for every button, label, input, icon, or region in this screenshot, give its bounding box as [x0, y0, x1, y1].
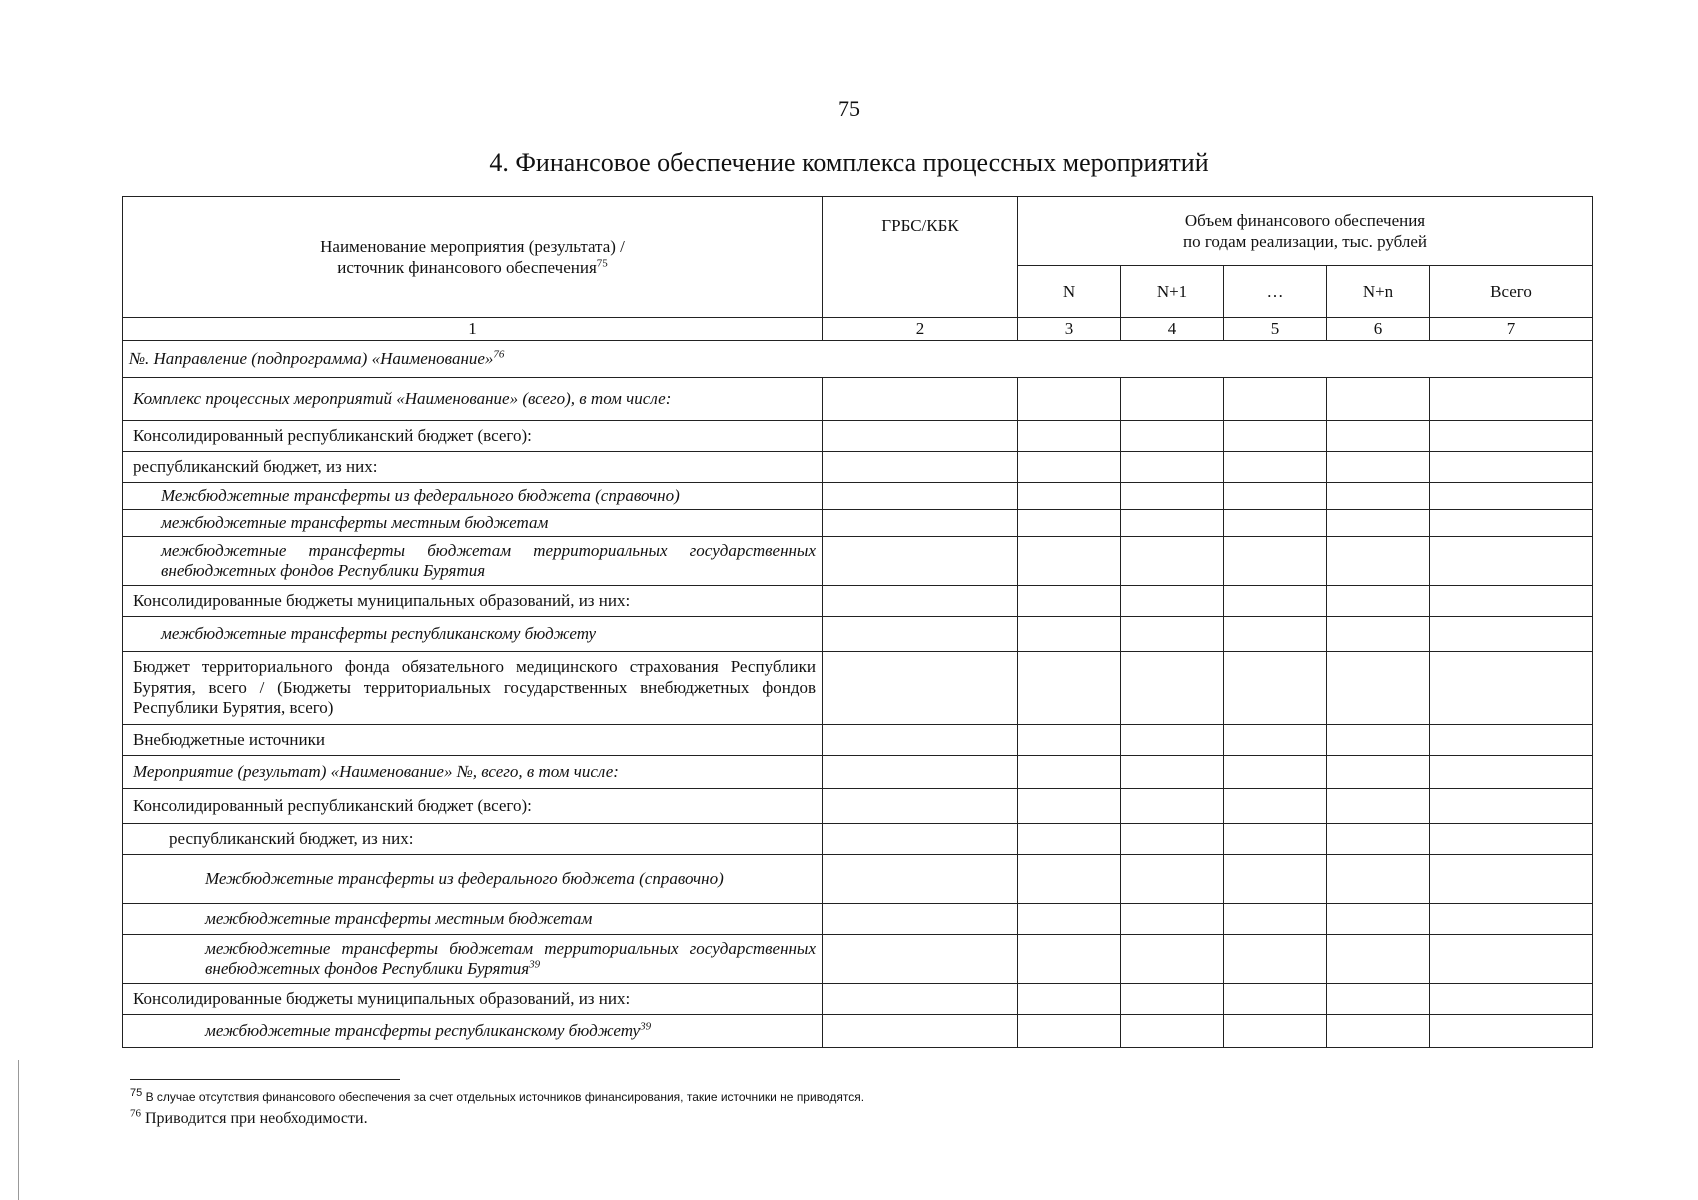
value-cell [1430, 378, 1593, 421]
value-cell [1018, 1015, 1121, 1048]
value-cell [1121, 617, 1224, 652]
value-cell [1121, 1015, 1224, 1048]
row-label [123, 789, 823, 824]
footnote-ref: 39 [529, 958, 541, 971]
page-title: 4. Финансовое обеспечение комплекса процессных мероприятий [489, 148, 1209, 177]
table-row [123, 855, 1593, 904]
value-cell [1430, 824, 1593, 855]
volume-column-header [1018, 197, 1593, 266]
name-column-header [123, 197, 823, 318]
year-header: N+n [1327, 265, 1430, 317]
value-cell [1224, 378, 1327, 421]
value-cell [823, 984, 1018, 1015]
row-label-text: Межбюджетные трансферты из федерального бюджета (справочно) [161, 485, 680, 505]
value-cell [1327, 984, 1430, 1015]
row-label [123, 984, 823, 1015]
value-cell [1018, 452, 1121, 483]
value-cell [1224, 586, 1327, 617]
name-column-header-line1: Наименование мероприятия (результата) / [320, 236, 625, 256]
value-cell [1430, 756, 1593, 789]
value-cell [1121, 537, 1224, 586]
value-cell [823, 586, 1018, 617]
value-cell [1327, 652, 1430, 725]
volume-header-line1: Объем финансового обеспечения [1184, 210, 1426, 230]
value-cell [1121, 483, 1224, 510]
value-cell [1018, 824, 1121, 855]
row-label [123, 483, 823, 510]
value-cell [1430, 510, 1593, 537]
value-cell [823, 421, 1018, 452]
row-label-text: межбюджетные трансферты местным бюджетам [161, 512, 549, 532]
value-cell [1121, 789, 1224, 824]
value-cell [1018, 510, 1121, 537]
value-cell [1430, 855, 1593, 904]
value-cell [1121, 510, 1224, 537]
column-number: 4 [1121, 318, 1224, 341]
row-label-text: Консолидированный республиканский бюджет (всего): [133, 795, 532, 815]
footnote-number: 76 [130, 1107, 141, 1120]
column-number: 5 [1224, 318, 1327, 341]
row-label [123, 824, 823, 855]
value-cell [1121, 586, 1224, 617]
row-label-text: Консолидированный республиканский бюджет (всего): [133, 425, 532, 445]
year-header: N [1018, 265, 1121, 317]
row-label [123, 1015, 823, 1048]
value-cell [1121, 756, 1224, 789]
financing-table [122, 196, 1593, 1048]
margin-line [18, 1060, 19, 1200]
value-cell [1430, 452, 1593, 483]
table-row [123, 537, 1593, 586]
column-number: 3 [1018, 318, 1121, 341]
value-cell [823, 725, 1018, 756]
value-cell [1327, 617, 1430, 652]
table-row [123, 789, 1593, 824]
table-row [123, 510, 1593, 537]
footnote-number: 75 [130, 1087, 143, 1099]
value-cell [1327, 904, 1430, 935]
row-label-text: Межбюджетные трансферты из федерального бюджета (справочно) [205, 868, 724, 888]
year-header: … [1224, 265, 1327, 317]
value-cell [1224, 421, 1327, 452]
value-cell [1018, 378, 1121, 421]
value-cell [1430, 935, 1593, 984]
value-cell [1018, 537, 1121, 586]
value-cell [1121, 824, 1224, 855]
row-label [123, 537, 823, 586]
table-body [123, 378, 1593, 1048]
table-row [123, 586, 1593, 617]
table-row [123, 935, 1593, 984]
footnote-divider [130, 1079, 400, 1080]
value-cell [1224, 652, 1327, 725]
value-cell [1430, 652, 1593, 725]
value-cell [1121, 452, 1224, 483]
value-cell [1018, 984, 1121, 1015]
column-number: 6 [1327, 318, 1430, 341]
volume-header-line2: по годам реализации, тыс. рублей [1183, 231, 1428, 251]
value-cell [1224, 855, 1327, 904]
value-cell [1327, 789, 1430, 824]
value-cell [1121, 855, 1224, 904]
value-cell [823, 537, 1018, 586]
value-cell [1018, 483, 1121, 510]
table-row [123, 452, 1593, 483]
value-cell [1327, 483, 1430, 510]
value-cell [1018, 421, 1121, 452]
year-header: N+1 [1121, 265, 1224, 317]
value-cell [1430, 789, 1593, 824]
value-cell [823, 756, 1018, 789]
row-label-text: Комплекс процессных мероприятий «Наименование» (всего), в том числе: [133, 388, 672, 408]
value-cell [1224, 824, 1327, 855]
value-cell [1327, 935, 1430, 984]
value-cell [1018, 725, 1121, 756]
footnote-ref: 75 [596, 257, 608, 270]
value-cell [1430, 1015, 1593, 1048]
value-cell [823, 510, 1018, 537]
value-cell [1224, 537, 1327, 586]
row-label-text: межбюджетные трансферты бюджетам территориальных государственных внебюджетных фондов Республики Бурятия [205, 938, 816, 978]
section-label [123, 341, 1593, 378]
row-label [123, 855, 823, 904]
row-label [123, 725, 823, 756]
value-cell [1430, 537, 1593, 586]
value-cell [1121, 421, 1224, 452]
section-label-text: №. Направление (подпрограмма) «Наименование» [129, 349, 494, 368]
value-cell [1224, 756, 1327, 789]
column-number: 1 [123, 318, 823, 341]
row-label [123, 378, 823, 421]
value-cell [1430, 725, 1593, 756]
column-number: 2 [823, 318, 1018, 341]
value-cell [1121, 984, 1224, 1015]
table-row [123, 1015, 1593, 1048]
column-number-row [123, 318, 1593, 341]
value-cell [1121, 652, 1224, 725]
value-cell [1224, 904, 1327, 935]
row-label [123, 421, 823, 452]
row-label-text: межбюджетные трансферты местным бюджетам [205, 908, 593, 928]
footnote-76-text: Приводится при необходимости. [141, 1110, 368, 1127]
value-cell [1327, 725, 1430, 756]
grbs-column-header: ГРБС/КБК [823, 197, 1018, 318]
total-header: Всего [1430, 265, 1593, 317]
value-cell [1224, 984, 1327, 1015]
value-cell [1327, 586, 1430, 617]
table-row [123, 378, 1593, 421]
table-row [123, 421, 1593, 452]
value-cell [1224, 483, 1327, 510]
value-cell [1121, 725, 1224, 756]
value-cell [823, 824, 1018, 855]
value-cell [823, 378, 1018, 421]
value-cell [823, 483, 1018, 510]
value-cell [1018, 855, 1121, 904]
row-label [123, 904, 823, 935]
value-cell [1430, 984, 1593, 1015]
row-label [123, 586, 823, 617]
value-cell [1018, 904, 1121, 935]
row-label-text: Бюджет территориального фонда обязательного медицинского страхования Республики Бурятия, всего / (Бюджеты территориальных государственных внебюджетных фондов Республики Бурятия, всего) [133, 657, 816, 718]
value-cell [1430, 904, 1593, 935]
value-cell [1224, 1015, 1327, 1048]
value-cell [1018, 935, 1121, 984]
footnote-75-text: В случае отсутствия финансового обеспечения за счет отдельных источников финансирования, такие источники не приводятся. [142, 1090, 865, 1104]
page-number: 75 [838, 96, 860, 121]
value-cell [1018, 617, 1121, 652]
footnote-76 [130, 1107, 368, 1128]
header-row-1 [123, 197, 1593, 266]
row-label-text: республиканский бюджет, из них: [133, 456, 378, 476]
value-cell [1121, 904, 1224, 935]
row-label-text: межбюджетные трансферты республиканскому бюджету [161, 623, 597, 643]
value-cell [823, 935, 1018, 984]
section-row [123, 341, 1593, 378]
table-row [123, 483, 1593, 510]
row-label-text: Мероприятие (результат) «Наименование» №, всего, в том числе: [133, 761, 619, 781]
value-cell [823, 904, 1018, 935]
value-cell [1430, 483, 1593, 510]
row-label-text: межбюджетные трансферты республиканскому бюджету [205, 1020, 641, 1040]
value-cell [823, 1015, 1018, 1048]
row-label [123, 510, 823, 537]
value-cell [823, 617, 1018, 652]
value-cell [1018, 789, 1121, 824]
value-cell [1224, 935, 1327, 984]
table-row [123, 904, 1593, 935]
value-cell [1327, 1015, 1430, 1048]
footnote-75 [130, 1087, 865, 1104]
table-row [123, 984, 1593, 1015]
value-cell [823, 652, 1018, 725]
value-cell [1018, 756, 1121, 789]
value-cell [823, 452, 1018, 483]
row-label [123, 935, 823, 984]
column-number: 7 [1430, 318, 1593, 341]
row-label-text: Консолидированные бюджеты муниципальных образований, из них: [133, 988, 631, 1008]
value-cell [1224, 510, 1327, 537]
value-cell [1224, 452, 1327, 483]
value-cell [1327, 421, 1430, 452]
value-cell [1121, 378, 1224, 421]
row-label-text: республиканский бюджет, из них: [169, 828, 414, 848]
row-label [123, 756, 823, 789]
name-column-header-line2: источник финансового обеспечения [337, 258, 597, 277]
value-cell [1327, 824, 1430, 855]
row-label-text: Внебюджетные источники [133, 729, 325, 749]
value-cell [1430, 421, 1593, 452]
footnote-ref: 76 [493, 348, 505, 361]
table-row [123, 652, 1593, 725]
value-cell [1327, 378, 1430, 421]
value-cell [1327, 537, 1430, 586]
value-cell [823, 789, 1018, 824]
value-cell [1224, 789, 1327, 824]
value-cell [1121, 935, 1224, 984]
value-cell [1327, 510, 1430, 537]
row-label [123, 617, 823, 652]
value-cell [1430, 617, 1593, 652]
value-cell [1327, 756, 1430, 789]
table-row [123, 617, 1593, 652]
row-label [123, 452, 823, 483]
value-cell [1327, 855, 1430, 904]
value-cell [1224, 617, 1327, 652]
table-row [123, 756, 1593, 789]
value-cell [1430, 586, 1593, 617]
value-cell [823, 855, 1018, 904]
value-cell [1018, 652, 1121, 725]
footnote-ref: 39 [640, 1020, 652, 1033]
table-row [123, 824, 1593, 855]
row-label [123, 652, 823, 725]
value-cell [1327, 452, 1430, 483]
table-row [123, 725, 1593, 756]
row-label-text: Консолидированные бюджеты муниципальных образований, из них: [133, 590, 631, 610]
value-cell [1224, 725, 1327, 756]
row-label-text: межбюджетные трансферты бюджетам территориальных государственных внебюджетных фондов Республики Бурятия [161, 540, 816, 580]
value-cell [1018, 586, 1121, 617]
